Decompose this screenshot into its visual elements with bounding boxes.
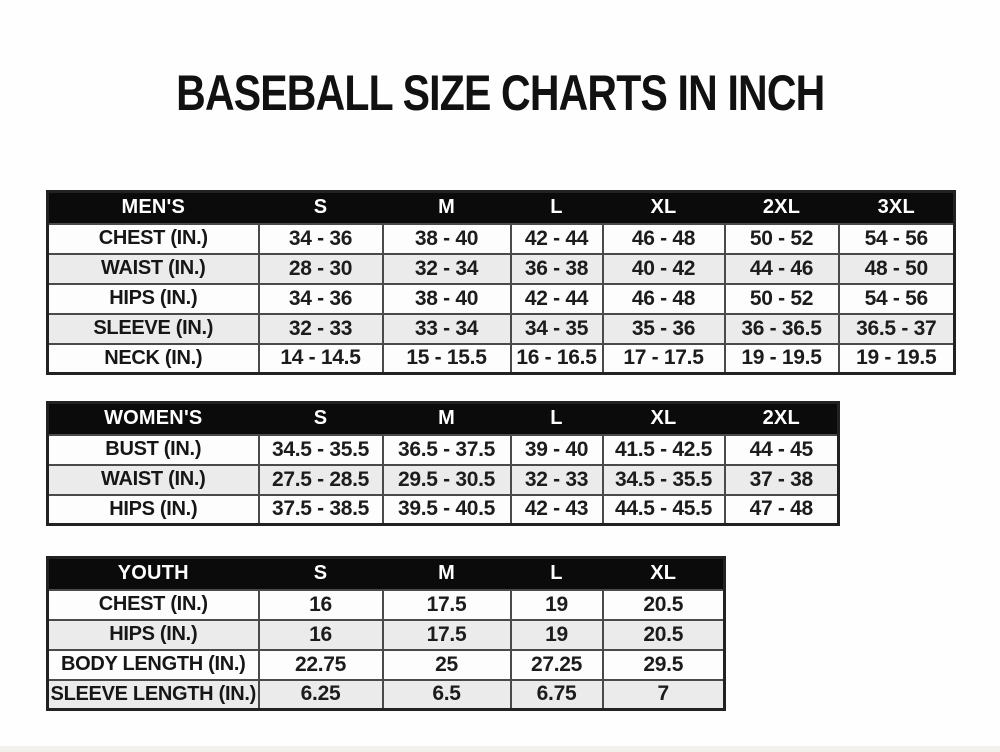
- size-value-cell: 37.5 - 38.5: [259, 495, 383, 525]
- column-header: L: [511, 192, 603, 224]
- size-value-cell: 36.5 - 37: [839, 314, 955, 344]
- row-label-cell: WAIST (IN.): [48, 254, 259, 284]
- column-header: 2XL: [725, 403, 839, 435]
- size-value-cell: 50 - 52: [725, 284, 839, 314]
- size-value-cell: 44.5 - 45.5: [603, 495, 725, 525]
- row-label-cell: CHEST (IN.): [48, 224, 259, 254]
- size-value-cell: 16: [259, 620, 383, 650]
- mens-header-row: [48, 192, 955, 224]
- size-value-cell: 47 - 48: [725, 495, 839, 525]
- row-label-cell: NECK (IN.): [48, 344, 259, 374]
- column-header: XL: [603, 558, 725, 590]
- womens-header-row: [48, 403, 839, 435]
- youth-table-title-cell: YOUTH: [48, 558, 259, 590]
- size-value-cell: 42 - 44: [511, 224, 603, 254]
- table-row: [48, 465, 839, 495]
- table-row: [48, 620, 725, 650]
- size-value-cell: 35 - 36: [603, 314, 725, 344]
- size-value-cell: 50 - 52: [725, 224, 839, 254]
- column-header: S: [259, 558, 383, 590]
- size-value-cell: 36 - 36.5: [725, 314, 839, 344]
- size-value-cell: 38 - 40: [383, 284, 511, 314]
- youth-header-row: [48, 558, 725, 590]
- size-value-cell: 27.25: [511, 650, 603, 680]
- size-value-cell: 34 - 36: [259, 224, 383, 254]
- size-value-cell: 54 - 56: [839, 284, 955, 314]
- mens-table-title-cell: MEN'S: [48, 192, 259, 224]
- size-value-cell: 39.5 - 40.5: [383, 495, 511, 525]
- column-header: M: [383, 403, 511, 435]
- size-value-cell: 37 - 38: [725, 465, 839, 495]
- column-header: 3XL: [839, 192, 955, 224]
- size-value-cell: 44 - 45: [725, 435, 839, 465]
- size-value-cell: 6.5: [383, 680, 511, 710]
- size-value-cell: 20.5: [603, 620, 725, 650]
- row-label-cell: BODY LENGTH (IN.): [48, 650, 259, 680]
- tables-area: [0, 190, 1000, 711]
- size-value-cell: 17.5: [383, 620, 511, 650]
- column-header: M: [383, 558, 511, 590]
- youth-size-table: [46, 556, 726, 711]
- size-value-cell: 54 - 56: [839, 224, 955, 254]
- title-area: [0, 0, 1000, 190]
- row-label-cell: HIPS (IN.): [48, 284, 259, 314]
- size-value-cell: 46 - 48: [603, 284, 725, 314]
- size-value-cell: 19 - 19.5: [725, 344, 839, 374]
- row-label-cell: HIPS (IN.): [48, 495, 259, 525]
- size-value-cell: 40 - 42: [603, 254, 725, 284]
- column-header: S: [259, 403, 383, 435]
- womens-table-title-cell: WOMEN'S: [48, 403, 259, 435]
- row-label-cell: WAIST (IN.): [48, 465, 259, 495]
- size-value-cell: 22.75: [259, 650, 383, 680]
- column-header: XL: [603, 403, 725, 435]
- size-value-cell: 6.75: [511, 680, 603, 710]
- size-value-cell: 36 - 38: [511, 254, 603, 284]
- size-value-cell: 7: [603, 680, 725, 710]
- size-value-cell: 36.5 - 37.5: [383, 435, 511, 465]
- column-header: XL: [603, 192, 725, 224]
- table-row: [48, 495, 839, 525]
- column-header: 2XL: [725, 192, 839, 224]
- size-value-cell: 29.5 - 30.5: [383, 465, 511, 495]
- mens-size-table: [46, 190, 956, 375]
- size-value-cell: 42 - 43: [511, 495, 603, 525]
- size-value-cell: 44 - 46: [725, 254, 839, 284]
- size-value-cell: 17 - 17.5: [603, 344, 725, 374]
- table-row: [48, 680, 725, 710]
- size-value-cell: 38 - 40: [383, 224, 511, 254]
- size-value-cell: 19: [511, 590, 603, 620]
- row-label-cell: SLEEVE (IN.): [48, 314, 259, 344]
- size-value-cell: 34.5 - 35.5: [603, 465, 725, 495]
- page-title: BASEBALL SIZE CHARTS IN INCH: [175, 65, 825, 121]
- table-row: [48, 650, 725, 680]
- size-value-cell: 17.5: [383, 590, 511, 620]
- table-row: [48, 314, 955, 344]
- row-label-cell: BUST (IN.): [48, 435, 259, 465]
- size-value-cell: 41.5 - 42.5: [603, 435, 725, 465]
- size-value-cell: 33 - 34: [383, 314, 511, 344]
- size-value-cell: 32 - 34: [383, 254, 511, 284]
- row-label-cell: SLEEVE LENGTH (IN.): [48, 680, 259, 710]
- size-value-cell: 42 - 44: [511, 284, 603, 314]
- size-value-cell: 32 - 33: [259, 314, 383, 344]
- size-value-cell: 48 - 50: [839, 254, 955, 284]
- column-header: M: [383, 192, 511, 224]
- size-value-cell: 16 - 16.5: [511, 344, 603, 374]
- size-value-cell: 19: [511, 620, 603, 650]
- row-label-cell: CHEST (IN.): [48, 590, 259, 620]
- size-value-cell: 34 - 35: [511, 314, 603, 344]
- table-row: [48, 590, 725, 620]
- size-value-cell: 6.25: [259, 680, 383, 710]
- column-header: L: [511, 403, 603, 435]
- size-value-cell: 34 - 36: [259, 284, 383, 314]
- size-value-cell: 34.5 - 35.5: [259, 435, 383, 465]
- size-value-cell: 32 - 33: [511, 465, 603, 495]
- row-label-cell: HIPS (IN.): [48, 620, 259, 650]
- size-value-cell: 46 - 48: [603, 224, 725, 254]
- size-value-cell: 14 - 14.5: [259, 344, 383, 374]
- size-value-cell: 19 - 19.5: [839, 344, 955, 374]
- womens-size-table: [46, 401, 840, 526]
- table-row: [48, 224, 955, 254]
- size-value-cell: 15 - 15.5: [383, 344, 511, 374]
- table-row: [48, 284, 955, 314]
- table-row: [48, 254, 955, 284]
- size-value-cell: 25: [383, 650, 511, 680]
- size-value-cell: 20.5: [603, 590, 725, 620]
- size-value-cell: 28 - 30: [259, 254, 383, 284]
- column-header: L: [511, 558, 603, 590]
- table-row: [48, 435, 839, 465]
- column-header: S: [259, 192, 383, 224]
- size-value-cell: 39 - 40: [511, 435, 603, 465]
- size-value-cell: 16: [259, 590, 383, 620]
- table-row: [48, 344, 955, 374]
- size-value-cell: 29.5: [603, 650, 725, 680]
- size-value-cell: 27.5 - 28.5: [259, 465, 383, 495]
